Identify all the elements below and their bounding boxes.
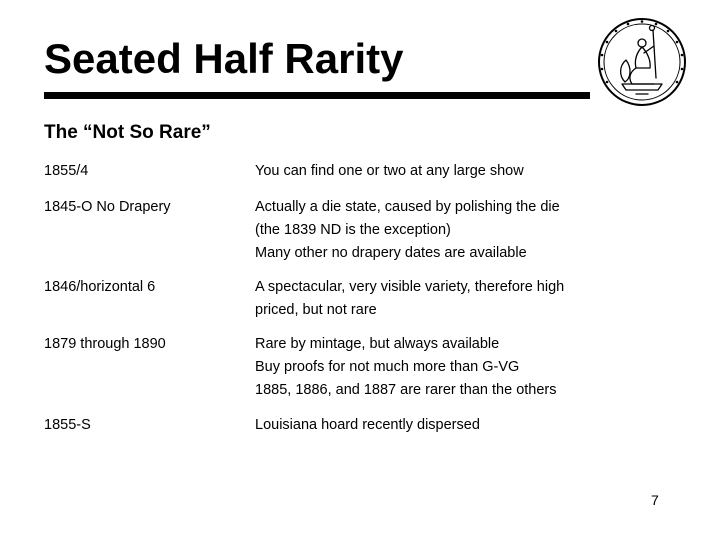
slide-title: Seated Half Rarity: [44, 35, 404, 82]
seated-liberty-coin-icon: [596, 16, 688, 108]
page-number: 7: [651, 492, 659, 508]
variety-description: Louisiana hoard recently dispersed: [255, 417, 480, 433]
title-underline: [44, 92, 590, 99]
variety-description: You can find one or two at any large show: [255, 163, 524, 179]
variety-label: 1855/4: [44, 163, 89, 179]
slide-subtitle: The “Not So Rare”: [44, 122, 211, 143]
variety-description: Actually a die state, caused by polishing the die (the 1839 ND is the exception) Many other no drapery dates are available: [255, 199, 560, 261]
variety-label: 1846/horizontal 6: [44, 279, 156, 295]
variety-label: 1845-O No Drapery: [44, 199, 171, 215]
variety-label: 1855-S: [44, 417, 91, 433]
variety-label: 1879 through 1890: [44, 336, 166, 352]
variety-description: A spectacular, very visible variety, therefore high priced, but not rare: [255, 279, 565, 318]
variety-description: Rare by mintage, but always available Buy proofs for not much more than G-VG 1885, 1886, and 1887 are rarer than the others: [255, 336, 557, 398]
